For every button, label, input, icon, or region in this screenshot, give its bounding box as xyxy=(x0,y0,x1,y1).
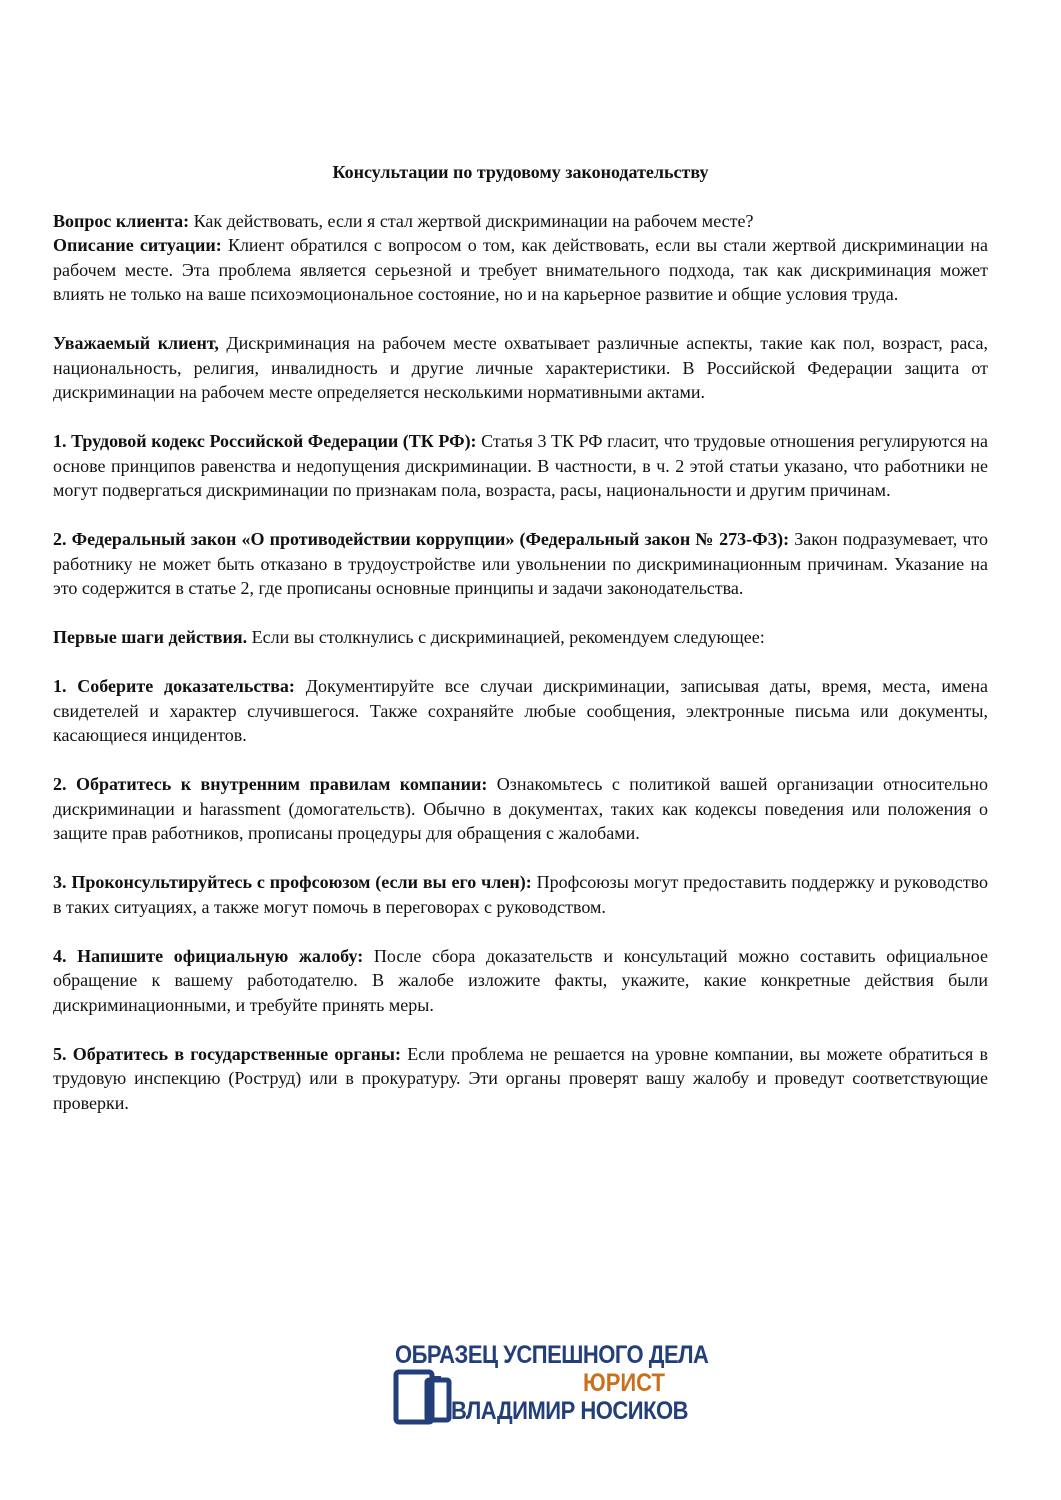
step3-label: 3. Проконсультируйтесь с профсоюзом (если вы его член): xyxy=(53,872,532,892)
step-3 xyxy=(53,870,988,919)
question-label: Вопрос клиента: xyxy=(53,210,190,231)
law2-label: 2. Федеральный закон «О противодействии коррупции» (Федеральный закон № 273-ФЗ): xyxy=(53,529,790,549)
law-item-1 xyxy=(53,429,988,503)
step4-label: 4. Напишите официальную жалобу: xyxy=(53,945,364,966)
document-title: Консультации по трудовому законодательству xyxy=(332,162,709,182)
client-question xyxy=(53,209,988,234)
greeting-label: Уважаемый клиент, xyxy=(53,333,219,353)
step2-text: Ознакомьтесь с политикой вашей организации относительно дискриминации и harassment (домогательств). Обычно в документах, таких как кодексы поведения или положения о защите прав работников, прописаны процедуры для обращения с жалобами. xyxy=(53,774,988,843)
law1-label: 1. Трудовой кодекс Российской Федерации (ТК РФ): xyxy=(53,431,477,451)
step1-label: 1. Соберите доказательства: xyxy=(53,676,295,696)
first-steps-intro xyxy=(53,625,988,650)
law2-text: Закон подразумевает, что работнику не может быть отказано в трудоустройстве или увольнении по дискриминационным причинам. Указание на это содержится в статье 2, где прописаны основные принципы и задачи законодательства. xyxy=(53,529,988,598)
situation-text: Клиент обратился с вопросом о том, как действовать, если вы стали жертвой дискриминации на рабочем месте. Эта проблема является серьезной и требует внимательного подхода, так как дискриминация может влиять не только на ваше психоэмоциональное состояние, но и на карьерное развитие и общие условия труда. xyxy=(53,235,988,304)
situation-label: Описание ситуации: xyxy=(53,235,222,255)
steps-text: Если вы столкнулись с дискриминацией, рекомендуем следующее: xyxy=(247,627,765,647)
greeting-paragraph xyxy=(53,331,988,405)
step5-text: Если проблема не решается на уровне компании, вы можете обратиться в трудовую инспекцию (Роструд) или в прокуратуру. Эти органы проверят вашу жалобу и проведут соответствующие проверки. xyxy=(53,1043,988,1113)
question-text: Как действовать, если я стал жертвой дискриминации на рабочем месте? xyxy=(189,210,754,231)
step1-text: Документируйте все случаи дискриминации, записывая даты, время, места, имена свидетелей и характер случившегося. Также сохраняйте любые сообщения, электронные письма или документы, касающиеся инцидентов. xyxy=(53,676,988,745)
document-body xyxy=(53,160,988,1140)
steps-label: Первые шаги действия. xyxy=(53,627,248,647)
logo-name: ВЛАДИМИР НОСИКОВ xyxy=(451,1396,689,1425)
step5-label: 5. Обратитесь в государственные органы: xyxy=(53,1043,401,1064)
documents-icon xyxy=(393,1366,455,1426)
lawyer-logo xyxy=(393,1340,709,1426)
step-5 xyxy=(53,1042,988,1116)
law-item-2 xyxy=(53,527,988,601)
step-1 xyxy=(53,674,988,748)
logo-profession: ЮРИСТ xyxy=(583,1368,665,1397)
greeting-text: Дискриминация на рабочем месте охватывает различные аспекты, такие как пол, возраст, раса, национальность, религия, инвалидность и другие личные характеристики. В Российской Федерации защита от дискриминации на рабочем месте определяется несколькими нормативными актами. xyxy=(53,333,989,402)
step2-label: 2. Обратитесь к внутренним правилам компании: xyxy=(53,774,488,794)
step3-text: Профсоюзы могут предоставить поддержку и руководство в таких ситуациях, а также могут помочь в переговорах с руководством. xyxy=(53,872,988,917)
step4-text: После сбора доказательств и консультаций можно составить официальное обращение к вашему работодателю. В жалобе изложите факты, укажите, какие конкретные действия были дискриминационными, и требуйте принять меры. xyxy=(53,945,988,1015)
step-2 xyxy=(53,772,988,846)
step-4 xyxy=(53,944,988,1018)
situation-description xyxy=(53,233,988,307)
law1-text: Статья 3 ТК РФ гласит, что трудовые отношения регулируются на основе принципов равенства и недопущения дискриминации. В частности, в ч. 2 этой статьи указано, что работники не могут подвергаться дискриминации по признакам пола, возраста, расы, национальности и другим причинам. xyxy=(53,431,989,500)
logo-tagline: ОБРАЗЕЦ УСПЕШНОГО ДЕЛА xyxy=(395,1340,709,1369)
